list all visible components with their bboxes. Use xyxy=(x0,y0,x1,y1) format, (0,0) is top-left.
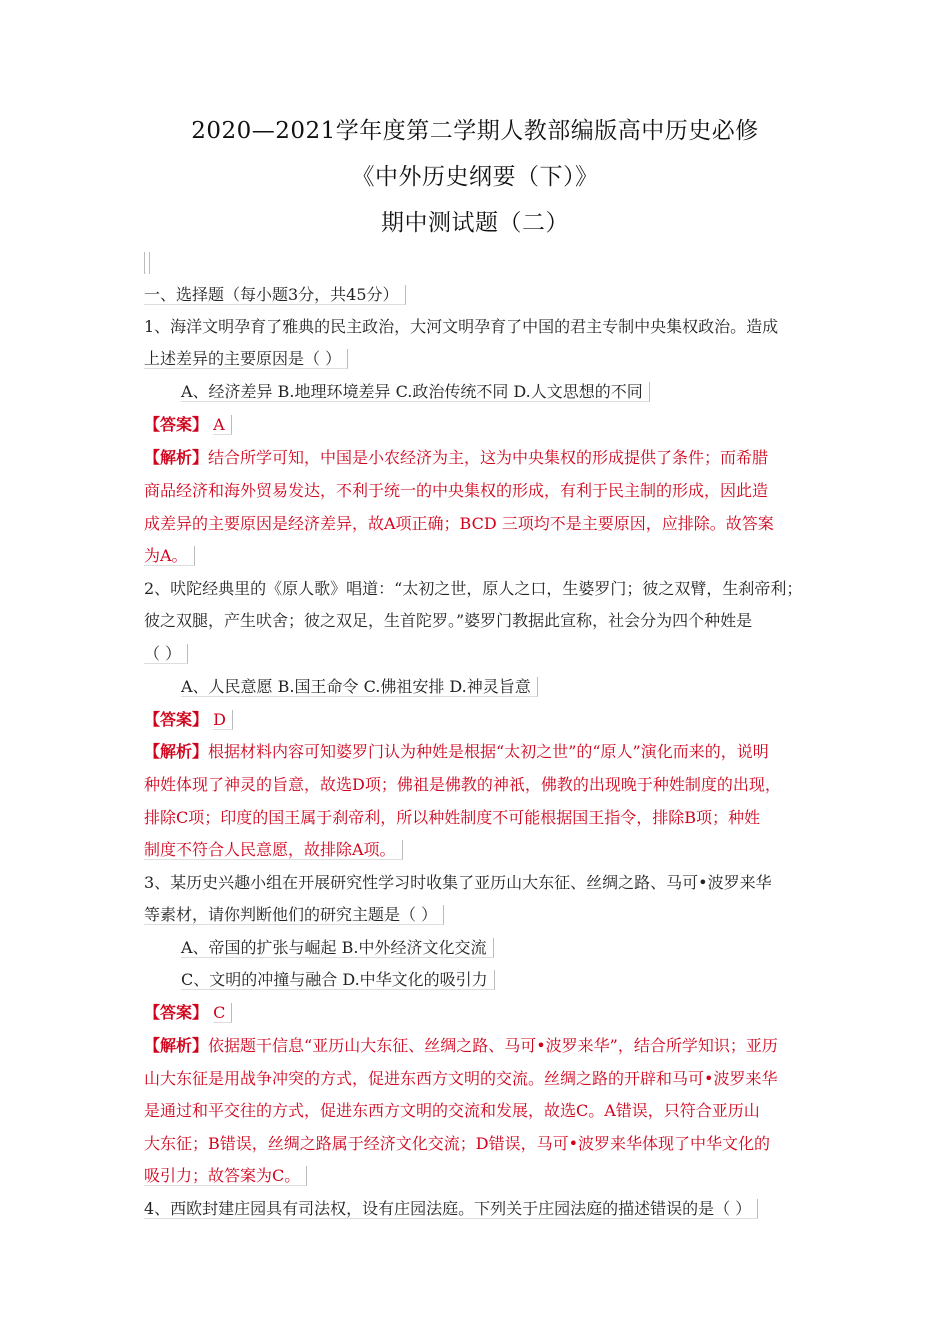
q2-stem-line-2: 彼之双腿，产生吠舍；彼之双足，生首陀罗。”婆罗门教据此宣称，社会分为四个种姓是 xyxy=(144,611,753,630)
q3-stem-line-1: 3、某历史兴趣小组在开展研究性学习时收集了亚历山大东征、丝绸之路、马可•波罗来华 xyxy=(144,873,772,892)
text-cursor-marker xyxy=(144,252,150,274)
q1-analysis-line-3: 成差异的主要原因是经济差异，故A项正确；BCD 三项均不是主要原因，应排除。故答案 xyxy=(144,514,774,533)
q3-answer: 【答案】 C xyxy=(144,1002,232,1024)
q1-stem-line-2: 上述差异的主要原因是（ ） xyxy=(144,348,348,370)
q2-stem-line-3: （ ） xyxy=(144,643,188,665)
q4-stem-line-1: 4、西欧封建庄园具有司法权，设有庄园法庭。下列关于庄园法庭的描述错误的是（ ） xyxy=(144,1198,758,1220)
doc-title-line-3: 期中测试题（二） xyxy=(381,210,569,236)
q1-stem-line-1: 1、海洋文明孕育了雅典的民主政治，大河文明孕育了中国的君主专制中央集权政治。造成 xyxy=(144,317,779,336)
q3-stem-line-2: 等素材，请你判断他们的研究主题是（ ） xyxy=(144,904,444,926)
q3-analysis-line-5: 吸引力；故答案为C。 xyxy=(144,1165,307,1187)
q2-options: A、人民意愿 B.国王命令 C.佛祖安排 D.神灵旨意 xyxy=(181,676,538,698)
section-heading: 一、选择题（每小题3分，共45分） xyxy=(144,284,406,306)
q3-options-ab: A、帝国的扩张与崛起 B.中外经济文化交流 xyxy=(181,937,494,959)
q2-analysis-line-4: 制度不符合人民意愿，故排除A项。 xyxy=(144,839,403,861)
doc-title-line-2: 《中外历史纲要（下）》 xyxy=(351,164,599,190)
q1-analysis-line-1: 【解析】结合所学可知，中国是小农经济为主，这为中央集权的形成提供了条件；而希腊 xyxy=(144,448,769,467)
q1-analysis-line-4: 为A。 xyxy=(144,545,195,567)
q3-analysis-line-1: 【解析】依据题干信息“亚历山大东征、丝绸之路、马可•波罗来华”，结合所学知识；亚历 xyxy=(144,1036,778,1055)
doc-title-line-1: 2020—2021学年度第二学期人教部编版高中历史必修 xyxy=(191,118,759,144)
q3-options-cd: C、文明的冲撞与融合 D.中华文化的吸引力 xyxy=(181,969,495,991)
q3-analysis-line-2: 山大东征是用战争冲突的方式，促进东西方文明的交流。丝绸之路的开辟和马可•波罗来华 xyxy=(144,1069,778,1088)
q2-analysis-line-2: 种姓体现了神灵的旨意，故选D项；佛祖是佛教的神祇，佛教的出现晚于种姓制度的出现， xyxy=(144,775,781,794)
q1-analysis-line-2: 商品经济和海外贸易发达，不利于统一的中央集权的形成，有利于民主制的形成，因此造 xyxy=(144,481,769,500)
q3-analysis-line-3: 是通过和平交往的方式，促进东西方文明的交流和发展，故选C。A错误，只符合亚历山 xyxy=(144,1101,760,1120)
q2-stem-line-1: 2、吠陀经典里的《原人歌》唱道：“太初之世，原人之口，生婆罗门；彼之双臂，生刹帝利； xyxy=(144,579,803,598)
q2-analysis-line-3: 排除C项；印度的国王属于刹帝利，所以种姓制度不可能根据国王指令，排除B项；种姓 xyxy=(144,808,761,827)
q3-analysis-line-4: 大东征；B错误，丝绸之路属于经济文化交流；D错误，马可•波罗来华体现了中华文化的 xyxy=(144,1134,771,1153)
q2-answer: 【答案】 D xyxy=(144,709,233,731)
q1-answer: 【答案】 A xyxy=(144,414,232,436)
q2-analysis-line-1: 【解析】根据材料内容可知婆罗门认为种姓是根据“太初之世”的“原人”演化而来的，说明 xyxy=(144,742,769,761)
q1-options: A、经济差异 B.地理环境差异 C.政治传统不同 D.人文思想的不同 xyxy=(181,381,650,403)
